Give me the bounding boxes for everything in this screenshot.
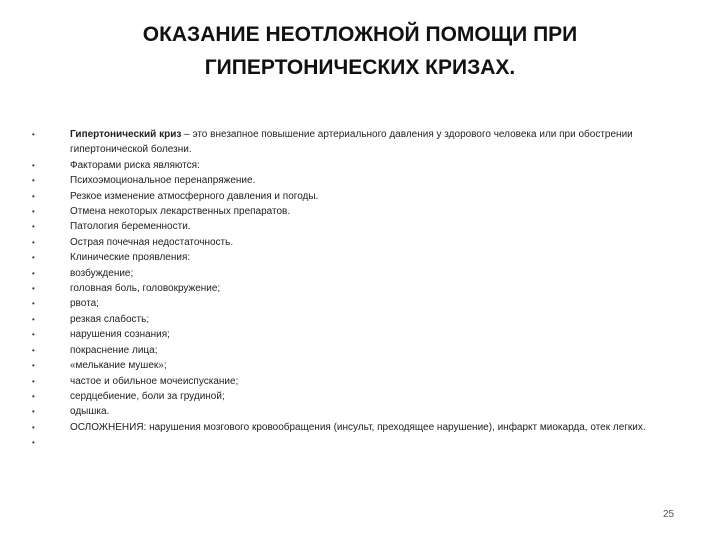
- bullet-marker: •: [32, 222, 35, 232]
- list-item: [30, 266, 680, 281]
- list-item-text: рвота;: [70, 298, 99, 310]
- bullet-list: [30, 127, 680, 451]
- list-item-text: покраснение лица;: [70, 344, 158, 356]
- bullet-marker: •: [32, 438, 35, 448]
- list-item-text: Патология беременности.: [70, 221, 191, 233]
- list-item: [30, 312, 680, 327]
- bullet-marker: •: [32, 284, 35, 294]
- list-item-text: ОСЛОЖНЕНИЯ: нарушения мозгового кровообращения (инсульт, преходящее нарушение), инфаркт миокарда, отек легких.: [70, 421, 646, 433]
- bullet-marker: •: [32, 130, 35, 139]
- bullet-marker: •: [32, 299, 35, 309]
- slide-title-line-2: ГИПЕРТОНИЧЕСКИХ КРИЗАХ.: [204, 56, 516, 79]
- list-item: [30, 296, 680, 311]
- bullet-marker: •: [32, 314, 35, 324]
- bullet-marker: •: [32, 253, 35, 263]
- list-item: [30, 327, 680, 342]
- list-item: [30, 374, 680, 389]
- bullet-marker: •: [32, 330, 35, 340]
- list-item-empty: [70, 435, 680, 450]
- list-item: [30, 358, 680, 373]
- list-item-text: нарушения сознания;: [70, 329, 170, 341]
- list-item-text: частое и обильное мочеиспускание;: [70, 375, 239, 387]
- list-item: [30, 389, 680, 404]
- bullet-marker: •: [32, 237, 35, 247]
- definition-paragraph: [70, 127, 680, 158]
- list-item-text: Резкое изменение атмосферного давления и погоды.: [70, 190, 319, 202]
- definition-term: Гипертонический криз: [70, 129, 182, 140]
- definition-text: – это внезапное повышение артериального давления у здорового человека или при обострении гипертонической болезни.: [70, 129, 633, 156]
- list-item-text: «мелькание мушек»;: [70, 360, 167, 372]
- slide-title-line-1: ОКАЗАНИЕ НЕОТЛОЖНОЙ ПОМОЩИ ПРИ: [142, 23, 578, 46]
- list-item-text: головная боль, головокружение;: [70, 283, 221, 295]
- bullet-marker: •: [32, 345, 35, 355]
- list-item: [30, 219, 680, 234]
- list-item: [30, 127, 680, 158]
- bullet-marker: •: [32, 407, 35, 417]
- list-item-text: резкая слабость;: [70, 313, 150, 325]
- slide-title: [60, 18, 660, 84]
- list-item-text: Психоэмоциональное перенапряжение.: [70, 175, 256, 187]
- bullet-marker: •: [32, 207, 35, 217]
- list-item-text: одышка.: [70, 406, 110, 418]
- list-item-text: Острая почечная недостаточность.: [70, 236, 234, 248]
- bullet-marker: •: [32, 422, 35, 432]
- list-item: [30, 204, 680, 219]
- list-item-text: Отмена некоторых лекарственных препаратов.: [70, 206, 291, 218]
- bullet-marker: •: [32, 176, 35, 186]
- list-item-text: сердцебиение, боли за грудиной;: [70, 390, 225, 402]
- list-item-text: Клинические проявления:: [70, 252, 191, 264]
- list-item: [30, 343, 680, 358]
- bullet-marker: •: [32, 268, 35, 278]
- list-item: [30, 435, 680, 450]
- list-item: [30, 173, 680, 188]
- bullet-marker: •: [32, 376, 35, 386]
- list-item: [30, 420, 680, 435]
- list-item: [30, 281, 680, 296]
- list-item: [30, 235, 680, 250]
- page-number: 25: [663, 509, 675, 520]
- list-item-text: возбуждение;: [70, 267, 134, 279]
- list-item: [30, 250, 680, 265]
- bullet-marker: •: [32, 361, 35, 371]
- list-item-text: Факторами риска являются:: [70, 159, 200, 171]
- bullet-marker: •: [32, 160, 35, 170]
- list-item: [30, 158, 680, 173]
- list-item: [30, 189, 680, 204]
- list-item: [30, 404, 680, 419]
- bullet-marker: •: [32, 191, 35, 201]
- bullet-marker: •: [32, 391, 35, 401]
